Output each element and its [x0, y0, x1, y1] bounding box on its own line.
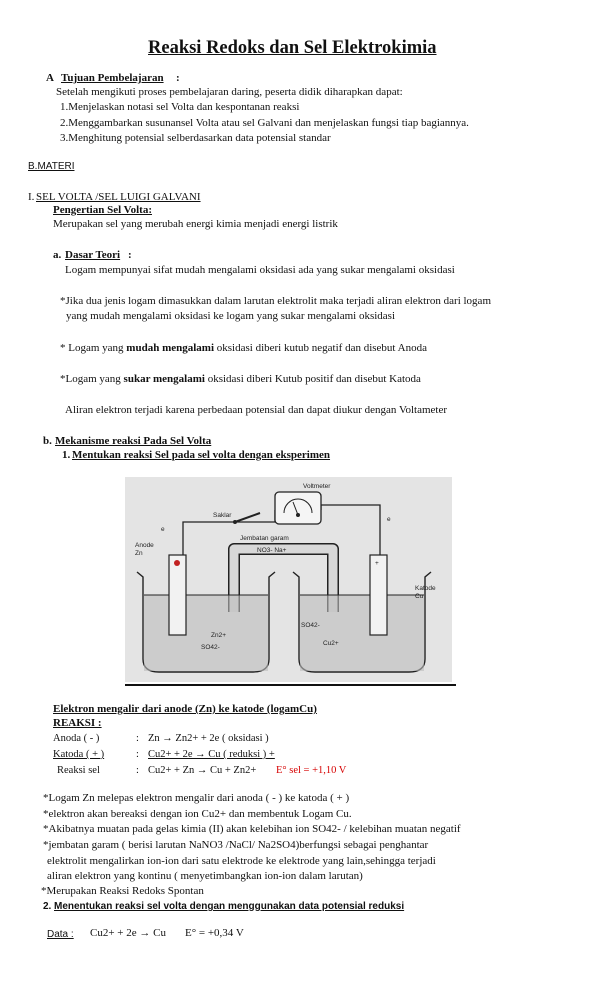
anoda-pre: * Logam yang	[60, 342, 124, 354]
katoda-post: oksidasi diberi Kutub positif dan disebut Katoda	[207, 373, 421, 385]
zn-ion-label: Zn2+	[211, 632, 226, 639]
figure-divider	[125, 684, 456, 686]
reaksi-heading: REAKSI :	[53, 717, 102, 729]
objective-item: 1.Menjelaskan notasi sel Volta dan kespontanan reaksi	[60, 101, 300, 113]
volta-cell-diagram	[125, 477, 452, 682]
note-line: *Merupakan Reaksi Redoks Spontan	[41, 885, 204, 897]
katoda-colon: :	[136, 749, 139, 760]
anode-label-line1: Anode	[135, 542, 154, 549]
anoda-description	[60, 342, 427, 354]
page-title: Reaksi Redoks dan Sel Elektrokimia	[148, 38, 437, 58]
note-line: *Akibatnya muatan pada gelas kimia (II) akan kelebihan ion SO42- / kelebihan muatan negatif	[43, 823, 461, 835]
anoda-post: oksidasi diberi kutub negatif dan disebut Anoda	[216, 342, 427, 354]
katoda-description	[60, 373, 421, 385]
mekanisme-heading: Mekanisme reaksi Pada Sel Volta	[55, 435, 212, 447]
mekanisme-sub-heading: Mentukan reaksi Sel pada sel volta dengan eksperimen	[72, 449, 331, 461]
section-a-heading: Tujuan Pembelajaran	[61, 72, 164, 84]
section-a-letter: A	[46, 72, 54, 84]
dasar-teori-heading: Dasar Teori	[65, 249, 121, 261]
dasar-teori-paragraph: Aliran elektron terjadi karena perbedaan potensial dan dapat diukur dengan Voltameter	[65, 404, 448, 416]
dasar-teori-paragraph: *Jika dua jenis logam dimasukkan dalam larutan elektrolit maka terjadi aliran elektron dari logam	[60, 295, 491, 307]
dasar-teori-label: a.	[53, 249, 62, 261]
cu-electrode	[370, 555, 387, 635]
jembatan-ions-label: NO3- Na+	[257, 547, 287, 554]
note-line: *jembatan garam ( berisi larutan NaNO3 /NaCl/ Na2SO4)berfungsi sebagai penghantar	[43, 839, 429, 851]
electron-left-label: e	[161, 526, 165, 533]
anoda-label: Anoda ( - )	[53, 733, 100, 744]
mekanisme-label: b.	[43, 435, 52, 447]
anoda-equation: Zn → Zn2+ + 2e ( oksidasi )	[148, 733, 269, 744]
solution-left	[144, 595, 268, 671]
pengertian-text: Merupakan sel yang merubah energi kimia menjadi energi listrik	[53, 218, 338, 230]
esel-value: E° sel = +1,10 V	[276, 765, 347, 776]
katode-label-line2: Cu	[415, 593, 424, 600]
objective-item: 3.Menghitung potensial selberdasarkan data potensial standar	[60, 132, 331, 144]
subsection-number: I.	[28, 191, 35, 203]
subsection-heading: SEL VOLTA /SEL LUIGI GALVANI	[36, 191, 201, 203]
so4-right-label: SO42-	[301, 622, 320, 629]
data-label: Data :	[47, 929, 74, 940]
jembatan-label: Jembatan garam	[240, 535, 289, 542]
electron-flow-heading: Elektron mengalir dari anode (Zn) ke katode (logamCu)	[53, 703, 317, 715]
voltmeter-box	[275, 492, 321, 524]
electron-right-label: e	[387, 516, 391, 523]
data-equation: Cu2+ + 2e → Cu	[90, 927, 166, 939]
sub2-number: 2.	[43, 901, 52, 912]
reaksi-sel-colon: :	[136, 765, 139, 776]
dasar-teori-colon: :	[128, 249, 132, 261]
note-line: elektrolit mengalirkan ion-ion dari satu elektrode ke elektrode yang lain,sehingga terjadi	[47, 855, 436, 867]
switch-lever	[235, 513, 260, 522]
voltmeter-pivot	[296, 513, 300, 517]
zn-terminal	[174, 560, 180, 566]
cu-ion-label: Cu2+	[323, 640, 339, 647]
katode-label-line1: Katode	[415, 585, 436, 592]
switch-pivot	[233, 520, 237, 524]
pengertian-heading: Pengertian Sel Volta:	[53, 204, 152, 216]
katoda-pre: *Logam yang	[60, 373, 121, 385]
reaksi-sel-label: Reaksi sel	[57, 765, 100, 776]
voltmeter-label: Voltmeter	[303, 483, 331, 490]
mekanisme-sub-number: 1.	[62, 449, 71, 461]
anoda-colon: :	[136, 733, 139, 744]
reaksi-sel-equation: Cu2+ + Zn → Cu + Zn2+	[148, 765, 257, 776]
saklar-label: Saklar	[213, 512, 232, 519]
sub2-heading: Menentukan reaksi sel volta dengan menggunakan data potensial reduksi	[54, 901, 405, 912]
anoda-bold: mudah mengalami	[126, 342, 215, 354]
so4-left-label: SO42-	[201, 644, 220, 651]
section-b-heading: B.MATERI	[28, 161, 75, 172]
cu-plus-sign: +	[375, 560, 379, 567]
dasar-teori-paragraph: Logam mempunyai sifat mudah mengalami oksidasi ada yang sukar mengalami oksidasi	[65, 264, 455, 276]
solution-right	[300, 595, 424, 671]
katoda-bold: sukar mengalami	[123, 373, 205, 385]
anode-label-line2: Zn	[135, 550, 143, 557]
note-line: *Logam Zn melepas elektron mengalir dari anoda ( - ) ke katoda ( + )	[43, 792, 350, 804]
volta-cell-figure	[125, 477, 452, 682]
note-line: *elektron akan bereaksi dengan ion Cu2+ dan membentuk Logam Cu.	[43, 808, 352, 820]
data-e-value: E° = +0,34 V	[185, 927, 244, 939]
dasar-teori-paragraph: yang mudah mengalami oksidasi ke logam yang sukar mengalami oksidasi	[66, 310, 396, 322]
note-line: aliran elektron yang kontinu ( menyetimbangkan ion-ion dalam larutan)	[47, 870, 363, 882]
katoda-equation: Cu2+ + 2e → Cu ( reduksi ) +	[148, 749, 275, 760]
section-a-colon: :	[176, 72, 180, 84]
zn-electrode	[169, 555, 186, 635]
katoda-label: Katoda ( + )	[53, 749, 105, 760]
objective-item: 2.Menggambarkan susunansel Volta atau sel Galvani dan menjelaskan fungsi tiap bagiannya.	[60, 117, 469, 129]
section-a-intro: Setelah mengikuti proses pembelajaran daring, peserta didik diharapkan dapat:	[56, 86, 403, 98]
